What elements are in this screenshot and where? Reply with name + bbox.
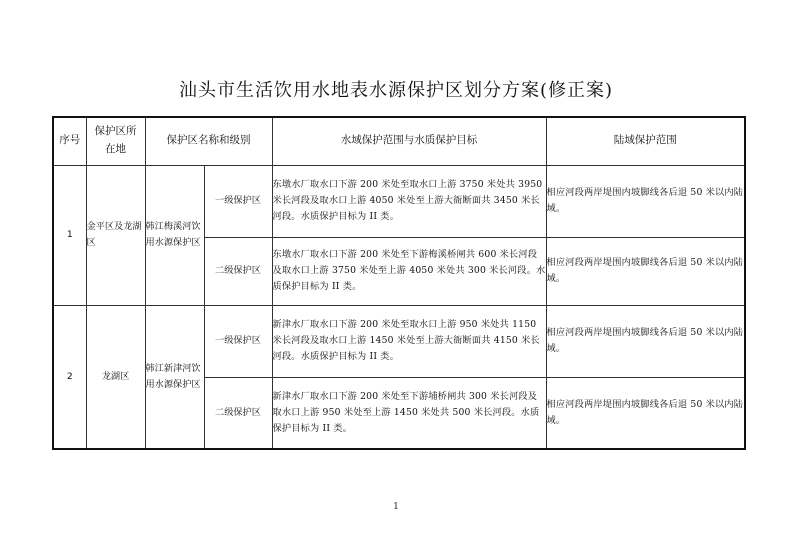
document-title: 汕头市生活饮用水地表水源保护区划分方案(修正案) (178, 80, 614, 101)
row-water-scope: 东墩水厂取水口下游 200 米处至取水口上游 3750 米处共 3950 米长河段及取水口上游 4050 米处至上游大衙断面共 3450 米长河段。水质保护目标为 II 类。 (272, 165, 546, 237)
table-header-row (53, 117, 745, 165)
row-land-scope: 相应河段两岸堤围内坡脚线各后退 50 米以内陆域。 (546, 377, 745, 449)
row-seq: 2 (53, 305, 86, 449)
row-water-scope: 东墩水厂取水口下游 200 米处至下游梅溪桥闸共 600 米长河段及取水口上游 3750 米处至上游 4050 米处共 300 米长河段。水质保护目标为 II 类。 (272, 237, 546, 305)
row-level: 一级保护区 (204, 165, 272, 237)
row-level: 二级保护区 (204, 377, 272, 449)
page-number: 1 (393, 502, 399, 512)
row-land-scope: 相应河段两岸堤围内坡脚线各后退 50 米以内陆域。 (546, 305, 745, 377)
row-location: 金平区及龙湖区 (86, 165, 145, 305)
row-level: 二级保护区 (204, 237, 272, 305)
row-seq: 1 (53, 165, 86, 305)
header-land: 陆域保护范围 (546, 117, 745, 165)
table-row (53, 305, 745, 377)
row-water-scope: 新津水厂取水口下游 200 米处至取水口上游 950 米处共 1150 米长河段及取水口上游 1450 米处至上游大衙断面共 4150 米长河段。水质保护目标为 II 类。 (272, 305, 546, 377)
row-zone-name: 韩江梅溪河饮用水源保护区 (145, 165, 204, 305)
header-name-level: 保护区名称和级别 (145, 117, 272, 165)
row-location: 龙湖区 (86, 305, 145, 449)
row-land-scope: 相应河段两岸堤围内坡脚线各后退 50 米以内陆域。 (546, 237, 745, 305)
table-row (53, 165, 745, 237)
row-land-scope: 相应河段两岸堤围内坡脚线各后退 50 米以内陆域。 (546, 165, 745, 237)
header-water: 水域保护范围与水质保护目标 (272, 117, 546, 165)
header-seq: 序号 (53, 117, 86, 165)
header-location: 保护区所在地 (86, 117, 145, 165)
row-zone-name: 韩江新津河饮用水源保护区 (145, 305, 204, 449)
row-level: 一级保护区 (204, 305, 272, 377)
protection-zone-table (52, 116, 746, 450)
row-water-scope: 新津水厂取水口下游 200 米处至下游埔桥闸共 300 米长河段及取水口上游 950 米处至上游 1450 米处共 500 米长河段。水质保护目标为 II 类。 (272, 377, 546, 449)
